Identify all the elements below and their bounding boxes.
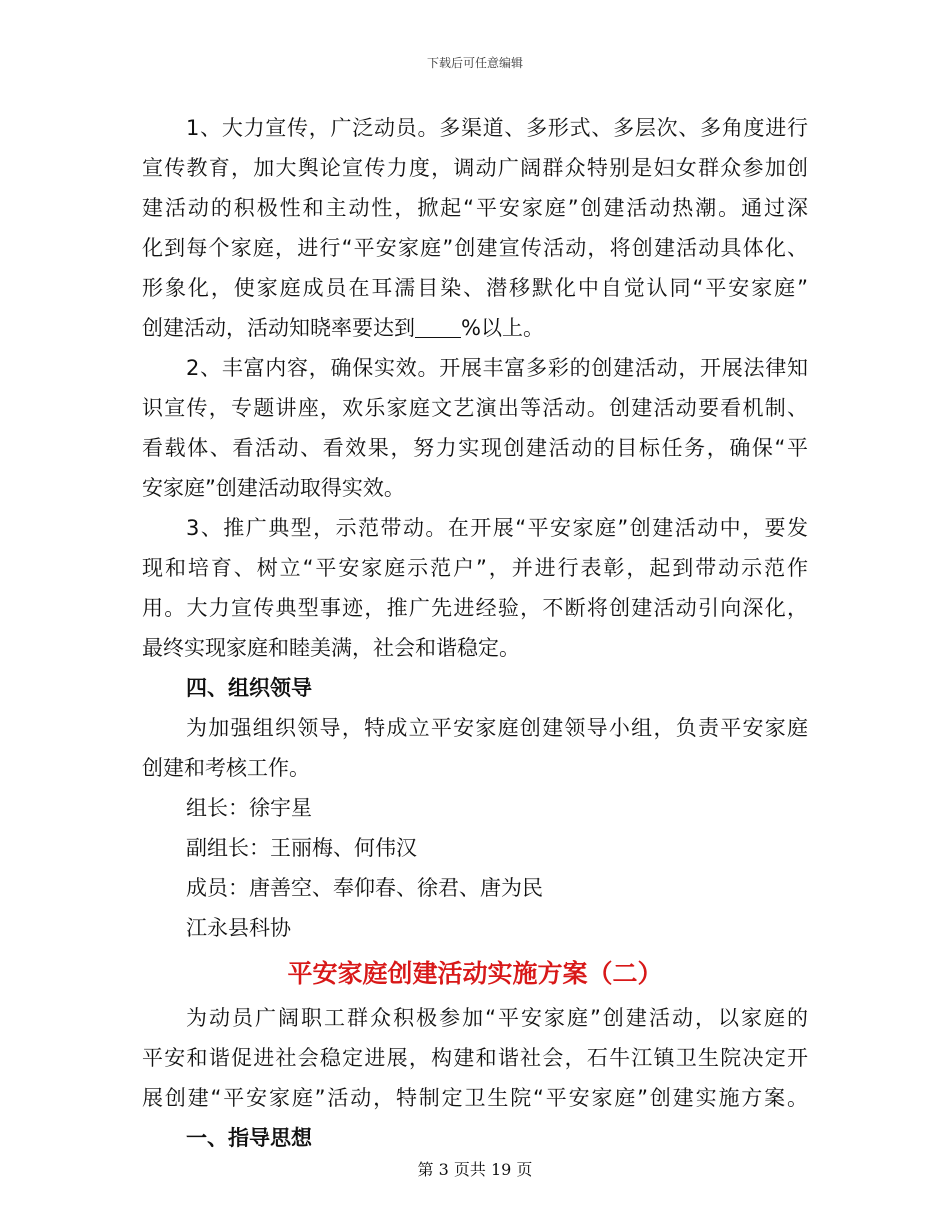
section-heading: 四、组织领导 — [186, 676, 312, 700]
paragraph-line: 安家庭”创建活动取得实效。 — [142, 476, 405, 500]
paragraph-line: 展创建“平安家庭”活动，特制定卫生院“平安家庭”创建实施方案。 — [142, 1086, 808, 1110]
document-body — [142, 108, 808, 1158]
paragraph-line: 识宣传，专题讲座，欢乐家庭文艺演出等活动。创建活动要看机制、 — [142, 396, 808, 420]
paragraph-line: 1、大力宣传，广泛动员。多渠道、多形式、多层次、多角度进行 — [186, 116, 808, 140]
paragraph-line: 看载体、看活动、看效果，努力实现创建活动的目标任务，确保“平 — [142, 436, 808, 460]
paragraph-line: 为加强组织领导，特成立平安家庭创建领导小组，负责平安家庭 — [186, 716, 808, 740]
paragraph-line: 宣传教育，加大舆论宣传力度，调动广阔群众特别是妇女群众参加创 — [142, 156, 808, 180]
paragraph-line: 2、丰富内容，确保实效。开展丰富多彩的创建活动，开展法律知 — [186, 356, 808, 380]
paragraph-line: 最终实现家庭和睦美满，社会和谐稳定。 — [142, 636, 520, 660]
paragraph-line: 用。大力宣传典型事迹，推广先进经验，不断将创建活动引向深化， — [142, 596, 808, 620]
paragraph-line-with-blank — [142, 308, 808, 348]
blank-prefix-text: 创建活动，活动知晓率要达到 — [142, 316, 415, 340]
paragraph-line: 形象化，使家庭成员在耳濡目染、潜移默化中自觉认同“平安家庭” — [142, 276, 808, 300]
paragraph-line: 为动员广阔职工群众积极参加“平安家庭”创建活动，以家庭的 — [186, 1006, 808, 1030]
paragraph-line: 平安和谐促进社会稳定进展，构建和谐社会，石牛江镇卫生院决定开 — [142, 1046, 808, 1070]
paragraph-line: 现和培育、树立“平安家庭示范户”，并进行表彰，起到带动示范作 — [142, 556, 808, 580]
leader-line: 组长：徐宇星 — [186, 796, 312, 820]
vice-leader-line: 副组长：王丽梅、何伟汉 — [186, 836, 417, 860]
blank-suffix-text: %以上。 — [461, 316, 544, 340]
page-header: 下载后可任意编辑 — [426, 56, 523, 70]
page-footer: 第 3 页共 19 页 — [417, 1160, 533, 1179]
fill-in-blank — [415, 315, 461, 338]
paragraph-line: 创建和考核工作。 — [142, 756, 310, 780]
paragraph-line: 化到每个家庭，进行“平安家庭”创建宣传活动，将创建活动具体化、 — [142, 236, 808, 260]
paragraph-line: 建活动的积极性和主动性，掀起“平安家庭”创建活动热潮。通过深 — [142, 196, 808, 220]
members-line: 成员：唐善空、奉仰春、徐君、唐为民 — [186, 876, 543, 900]
section-heading: 一、指导思想 — [186, 1126, 312, 1150]
paragraph-line: 3、推广典型，示范带动。在开展“平安家庭”创建活动中，要发 — [186, 516, 808, 540]
document-title: 平安家庭创建活动实施方案（二） — [287, 959, 663, 988]
organization-name: 江永县科协 — [186, 916, 291, 940]
